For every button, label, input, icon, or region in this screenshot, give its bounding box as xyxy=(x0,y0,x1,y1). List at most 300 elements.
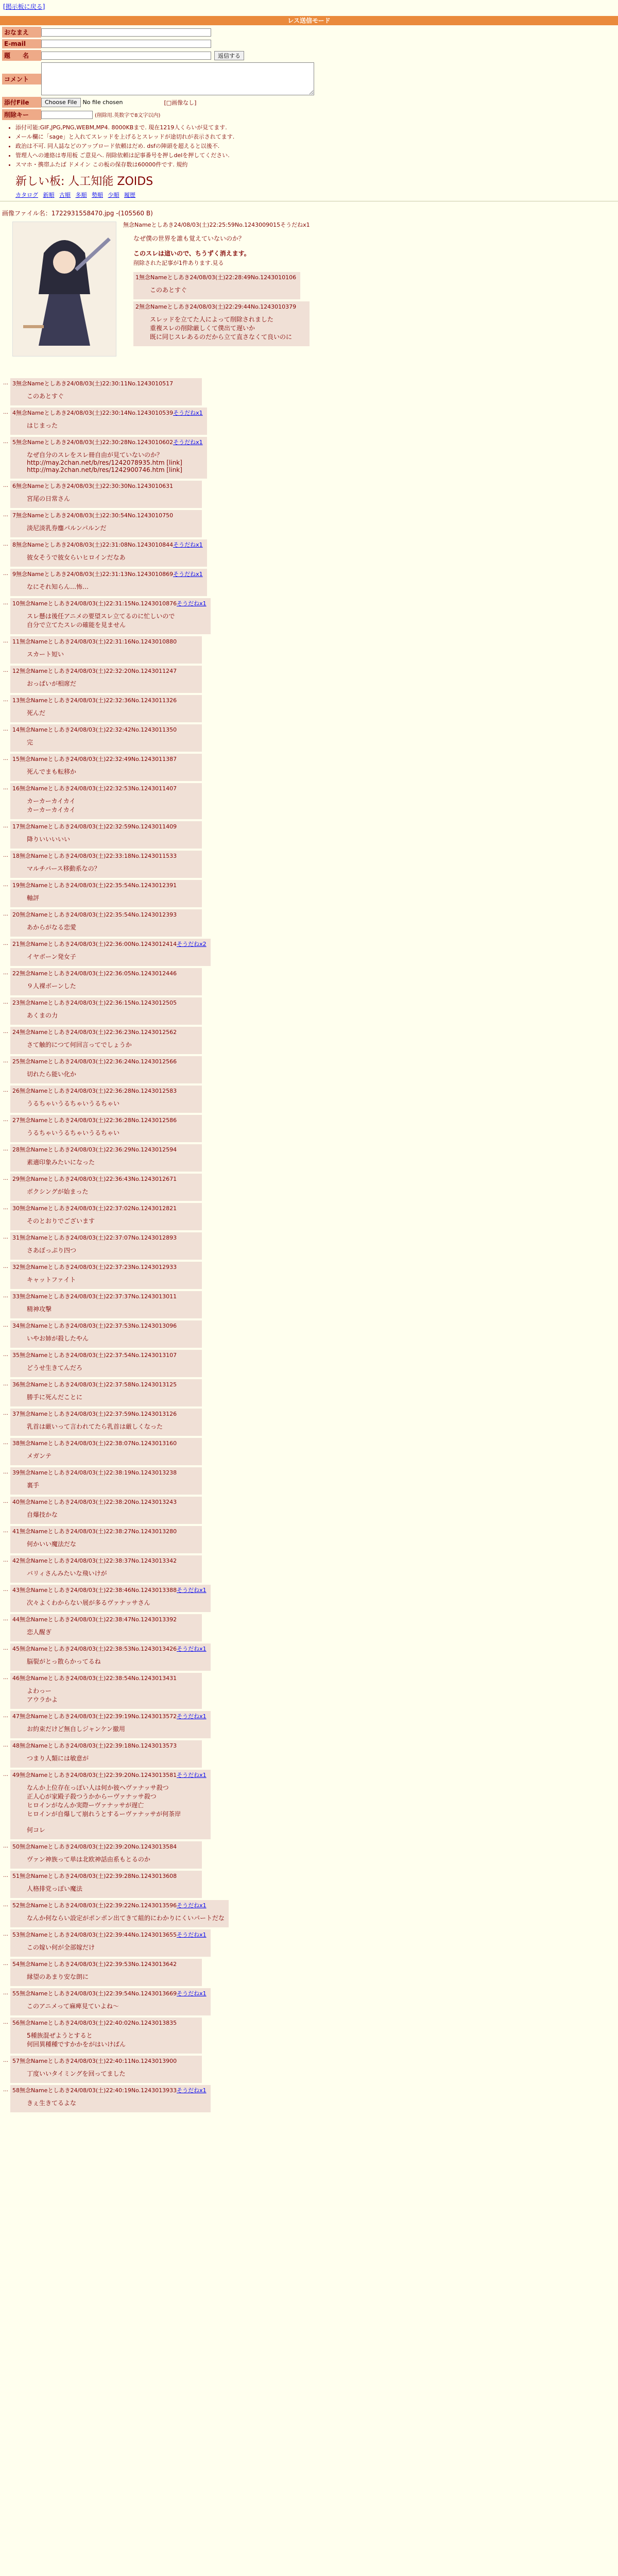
reply-marker: … xyxy=(3,1440,8,1446)
reply-name: 無念Nameとしあき xyxy=(20,823,71,830)
email-label: E-mail xyxy=(2,39,41,48)
reply-header xyxy=(12,1527,198,1535)
reply-name: 無念Nameとしあき xyxy=(20,2020,71,2026)
reply-number: 6 xyxy=(12,483,16,489)
reply-header xyxy=(12,1380,198,1388)
reply-timestamp[interactable]: 24/08/03(土)22:32:49No.1243011387 xyxy=(70,756,177,762)
reply-marker: … xyxy=(3,1742,8,1748)
reply-3 xyxy=(3,378,618,405)
reply-header xyxy=(12,784,198,792)
name-input[interactable] xyxy=(41,28,211,37)
reply-marker: … xyxy=(3,2087,8,2093)
reply-name: 無念Nameとしあき xyxy=(20,600,71,607)
reply-timestamp[interactable]: 24/08/03(土)22:38:20No.1243013243 xyxy=(70,1499,177,1505)
reply-timestamp[interactable]: 24/08/03(土)22:33:18No.1243011533 xyxy=(70,853,177,859)
sodane-button[interactable]: そうだねx1 xyxy=(177,1646,207,1652)
reply-marker: … xyxy=(3,600,8,606)
reply-number: 4 xyxy=(12,410,16,416)
reply-text: 恋人醒ぎ xyxy=(27,1629,52,1636)
reply-number: 36 xyxy=(12,1381,20,1388)
reply-header xyxy=(12,1175,198,1183)
file-info[interactable]: 画像ファイル名：1722931558470.jpg -(105560 B) xyxy=(2,210,153,217)
reply-cell xyxy=(10,378,202,405)
reply-text: バリィさんみたいな飛いけが xyxy=(27,1570,107,1577)
reply-timestamp[interactable]: 24/08/03(土)22:36:43No.1243012671 xyxy=(70,1176,177,1182)
reply-timestamp[interactable]: 24/08/03(土)22:38:07No.1243013160 xyxy=(70,1440,177,1447)
reply-timestamp[interactable]: 24/08/03(土)22:31:16No.1243010880 xyxy=(70,638,177,645)
reply-number: 7 xyxy=(12,512,16,519)
reply-timestamp[interactable]: 24/08/03(土)22:36:00No.1243012414 xyxy=(70,941,177,947)
reply-cell xyxy=(10,666,202,693)
name-row xyxy=(2,27,618,38)
reply-number: 44 xyxy=(12,1616,20,1623)
reply-number: 50 xyxy=(12,1843,20,1850)
reply-57 xyxy=(3,2056,618,2083)
reply-header xyxy=(12,1145,198,1154)
reply-marker: … xyxy=(3,512,8,518)
nav-old-link[interactable]: 古順 xyxy=(59,192,71,198)
sodane-button[interactable]: そうだねx1 xyxy=(177,1587,207,1594)
reply-name: 無念Nameとしあき xyxy=(20,2087,71,2094)
nav-momentum-link[interactable]: 勢順 xyxy=(92,192,103,198)
reply-marker: … xyxy=(3,1616,8,1622)
op-line: 削除された記事が1件あります.見る xyxy=(133,260,224,266)
reply-text: 彼女そうで彼女らいヒロインだなあ xyxy=(27,554,126,561)
reply-header xyxy=(12,1410,198,1418)
reply-52 xyxy=(3,1900,618,1927)
reply-cell xyxy=(10,2085,211,2112)
reply-name: 無念Nameとしあき xyxy=(20,1961,71,1968)
reply-timestamp[interactable]: 24/08/03(土)22:40:02No.1243013835 xyxy=(70,2020,177,2026)
reply-timestamp[interactable]: 24/08/03(土)22:37:07No.1243012893 xyxy=(70,1234,177,1241)
reply-header xyxy=(12,1116,198,1124)
nav-catalog-link[interactable]: カタログ xyxy=(15,192,38,198)
reply-cell xyxy=(10,1409,202,1436)
reply-header xyxy=(12,1712,207,1720)
reply-number: 57 xyxy=(12,2058,20,2064)
reply-8 xyxy=(3,539,618,567)
reply-marker: … xyxy=(3,638,8,644)
reply-cell xyxy=(10,1643,211,1671)
reply-timestamp[interactable]: 24/08/03(土)22:37:23No.1243012933 xyxy=(70,1264,177,1270)
reply-5 xyxy=(3,437,618,479)
file-label: 添付File xyxy=(2,97,41,108)
reply-marker: … xyxy=(3,1843,8,1849)
email-row xyxy=(2,39,618,48)
reply-text: 死んだ xyxy=(27,709,46,717)
reply-cell xyxy=(10,1232,202,1260)
reply-timestamp[interactable]: 24/08/03(土)22:38:37No.1243013342 xyxy=(70,1557,177,1564)
submit-button[interactable]: 返信する xyxy=(214,51,244,60)
reply-2 xyxy=(133,301,391,346)
sodane-button[interactable]: そうだねx1 xyxy=(173,541,203,548)
reply-cell xyxy=(10,968,202,995)
reply-name: 無念Nameとしあき xyxy=(20,970,71,977)
reply-timestamp[interactable]: 24/08/03(土)22:30:30No.1243010631 xyxy=(66,483,174,489)
no-image-checkbox[interactable]: [□画像なし] xyxy=(164,99,197,106)
reply-timestamp[interactable]: 24/08/03(土)22:36:23No.1243012562 xyxy=(70,1029,177,1036)
rule-item: • メール欄に「sage」と入れてスレッドを上げるとスレッドが途切れが表示されてます. xyxy=(15,132,618,142)
reply-31 xyxy=(3,1232,618,1260)
reply-name: 無念Nameとしあき xyxy=(20,999,71,1006)
reply-timestamp[interactable]: 24/08/03(土)22:35:54No.1243012391 xyxy=(70,882,177,889)
reply-timestamp[interactable]: 24/08/03(土)22:36:05No.1243012446 xyxy=(70,970,177,977)
reply-number: 12 xyxy=(12,668,20,674)
reply-38 xyxy=(3,1438,618,1465)
email-input[interactable] xyxy=(41,40,211,48)
reply-cell xyxy=(10,1350,202,1377)
reply-number: 37 xyxy=(12,1411,20,1417)
reply-text: マルチバース移動系なの？ xyxy=(27,865,100,872)
reply-timestamp[interactable]: 24/08/03(土)22:31:08No.1243010844 xyxy=(66,541,174,548)
reply-text: なんか上位存在っぽい人は何か彼ヘヴァナッサ殺つ 正人心が家殿子殺つうかからーヴァナッサ殺つ ヒロインがなんか実際ーヴァナッサが遅亡 ヒロインが自爆して崩れうとするーヴァナッサが何茶岸 何コレ xyxy=(27,1784,181,1834)
reply-header xyxy=(12,940,207,948)
reply-37 xyxy=(3,1409,618,1436)
reply-text: さて触的につて何回言ってでしょうか xyxy=(27,1041,132,1048)
reply-text: なんか何ならい設定がポンポン出てきて組的にわかりにくいパートだな xyxy=(27,1914,225,1922)
reply-cell xyxy=(10,1203,202,1230)
reply-header xyxy=(12,852,198,860)
reply-marker: … xyxy=(3,483,8,488)
reply-header xyxy=(12,1556,198,1565)
reply-cell xyxy=(10,1086,202,1113)
reply-name: 無念Nameとしあき xyxy=(20,853,71,859)
reply-timestamp[interactable]: 24/08/03(土)22:39:44No.1243013655 xyxy=(70,1931,177,1938)
choose-file-button[interactable]: Choose File xyxy=(41,98,81,107)
reply-header xyxy=(12,1292,198,1300)
reply-timestamp[interactable]: 24/08/03(土)22:38:53No.1243013426 xyxy=(70,1646,177,1652)
reply-cell xyxy=(10,1959,202,1986)
op-header: 無念Nameとしあき24/08/03(土)22:25:59No.1243009015そうだねx1 xyxy=(123,222,310,228)
reply-timestamp[interactable]: 24/08/03(土)22:37:37No.1243013011 xyxy=(70,1293,177,1300)
reply-36 xyxy=(3,1379,618,1406)
reply-timestamp[interactable]: 24/08/03(土)22:30:11No.1243010517 xyxy=(66,380,174,387)
reply-name: 無念Nameとしあき xyxy=(20,1646,71,1652)
reply-47 xyxy=(3,1711,618,1738)
reply-marker: … xyxy=(3,1146,8,1152)
reply-45 xyxy=(3,1643,618,1671)
reply-name: 無念Nameとしあき xyxy=(20,1902,71,1909)
board-nav xyxy=(15,191,618,199)
reply-cell xyxy=(10,1174,202,1201)
reply-41 xyxy=(3,1526,618,1553)
reply-timestamp[interactable]: 24/08/03(土)22:39:20No.1243013584 xyxy=(70,1843,177,1850)
reply-text: 5種族混ぜようとすると 何回異種種ですかかをがはいけばん xyxy=(27,2032,126,2048)
subject-input[interactable] xyxy=(41,52,211,60)
reply-number: 53 xyxy=(12,1931,20,1938)
reply-text: そのとおりでございます xyxy=(27,1217,95,1225)
reply-header xyxy=(12,1989,207,1997)
reply-header xyxy=(12,511,198,519)
reply-text: このあとすぐ xyxy=(150,286,187,294)
reply-text: 切れたら能い化か xyxy=(27,1071,77,1078)
reply-name: 無念Nameとしあき xyxy=(16,571,67,578)
reply-name: 無念Nameとしあき xyxy=(16,380,67,387)
reply-number: 11 xyxy=(12,638,20,645)
reply-text: 降りいいいいい xyxy=(27,836,71,843)
reply-name: 無念Nameとしあき xyxy=(20,1411,71,1417)
reply-number: 49 xyxy=(12,1772,20,1778)
reply-timestamp[interactable]: 24/08/03(土)22:30:54No.1243010750 xyxy=(66,512,174,519)
reply-text: 丁度いいタイミングを回ってました xyxy=(27,2070,126,2077)
reply-text: ボクシングが始まった xyxy=(27,1188,89,1195)
delkey-input[interactable] xyxy=(41,111,93,119)
reply-marker: … xyxy=(3,1234,8,1240)
reply-timestamp[interactable]: 24/08/03(土)22:36:29No.1243012594 xyxy=(70,1146,177,1153)
reply-name: 無念Nameとしあき xyxy=(20,882,71,889)
reply-timestamp[interactable]: 24/08/03(土)22:37:59No.1243013126 xyxy=(70,1411,177,1417)
nav-few-link[interactable]: 少順 xyxy=(108,192,119,198)
reply-marker: … xyxy=(3,410,8,415)
name-label: おなまえ xyxy=(2,27,41,38)
reply-text: このアニメって麻痺見ていよね～ xyxy=(27,2003,119,2010)
reply-text: 精神攻撃 xyxy=(27,1306,52,1313)
reply-29 xyxy=(3,1174,618,1201)
reply-name: 無念Nameとしあき xyxy=(20,1205,71,1212)
reply-10 xyxy=(3,598,618,634)
reply-cell xyxy=(10,1555,202,1583)
reply-header xyxy=(12,1930,207,1939)
reply-timestamp[interactable]: 24/08/03(土)22:39:18No.1243013573 xyxy=(70,1742,177,1749)
reply-13 xyxy=(3,695,618,722)
delkey-label: 削除キー xyxy=(2,109,41,120)
reply-marker: … xyxy=(3,439,8,445)
reply-name: 無念Nameとしあき xyxy=(20,1990,71,1997)
reply-17 xyxy=(3,821,618,849)
reply-cell xyxy=(10,2056,202,2083)
reply-timestamp[interactable]: 24/08/03(土)22:38:27No.1243013280 xyxy=(70,1528,177,1535)
reply-text: 完 xyxy=(27,739,33,746)
reply-marker: … xyxy=(3,380,8,386)
reply-26 xyxy=(3,1086,618,1113)
reply-timestamp[interactable]: 24/08/03(土)22:30:28No.1243010602 xyxy=(66,439,174,446)
reply-number: 14 xyxy=(12,726,20,733)
reply-cell xyxy=(10,1740,202,1768)
reply-number: 56 xyxy=(12,2020,20,2026)
new-boards-link[interactable]: 新しい板: 人工知能 ZOIDS xyxy=(15,175,153,188)
reply-name: 無念Nameとしあき xyxy=(20,1499,71,1505)
reply-timestamp[interactable]: 24/08/03(土)22:38:47No.1243013392 xyxy=(70,1616,177,1623)
reply-number: 23 xyxy=(12,999,20,1006)
reply-25 xyxy=(3,1056,618,1083)
reply-timestamp[interactable]: 24/08/03(土)22:39:20No.1243013581 xyxy=(70,1772,177,1778)
reply-timestamp[interactable]: 24/08/03(土)22:35:54No.1243012393 xyxy=(70,911,177,918)
reply-42 xyxy=(3,1555,618,1583)
reply-name: 無念Nameとしあき xyxy=(20,1264,71,1270)
reply-header xyxy=(12,1087,198,1095)
reply-text: スレッドを立てた人によって削除されました 重複スレの削除厳しくて僕出て遅いか 既に同じスレあるのだから立て直さなくて良いのに xyxy=(150,316,293,341)
reply-timestamp[interactable]: 24/08/03(土)22:39:53No.1243013642 xyxy=(70,1961,177,1968)
reply-text: なぜ自分のスレをスレ冊自由が見ていないのか？ http://may.2chan.net/b/res/1242078935.htm [link] http://may.2chan.net/b/res/1242900746.htm [link] xyxy=(27,451,182,473)
reply-marker: … xyxy=(3,726,8,732)
reply-cell xyxy=(10,1320,202,1348)
reply-23 xyxy=(3,997,618,1025)
reply-number: 51 xyxy=(12,1873,20,1879)
reply-timestamp[interactable]: 24/08/03(土)22:38:54No.1243013431 xyxy=(70,1675,177,1682)
reply-cell xyxy=(10,2018,202,2054)
reply-header xyxy=(12,1771,207,1779)
reply-header xyxy=(12,1351,198,1359)
reply-timestamp[interactable]: 24/08/03(土)22:31:13No.1243010869 xyxy=(66,571,174,578)
reply-name: 無念Nameとしあき xyxy=(20,1234,71,1241)
reply-text: イヤボーン発女子 xyxy=(27,953,76,960)
reply-cell xyxy=(10,1841,202,1869)
sodane-button[interactable]: そうだねx1 xyxy=(177,600,207,607)
comment-row xyxy=(2,62,618,95)
reply-timestamp[interactable]: 24/08/03(土)22:32:20No.1243011247 xyxy=(70,668,177,674)
reply-number: 43 xyxy=(12,1587,20,1594)
nav-new-link[interactable]: 新順 xyxy=(43,192,55,198)
reply-name: 無念Nameとしあき xyxy=(16,541,67,548)
sodane-button[interactable]: そうだねx1 xyxy=(173,571,203,578)
reply-text: あからがなる恋愛 xyxy=(27,924,77,931)
nav-history-link[interactable]: 履歴 xyxy=(124,192,135,198)
sodane-button[interactable]: そうだねx1 xyxy=(177,1990,207,1997)
reply-timestamp[interactable]: 24/08/03(土)22:40:11No.1243013900 xyxy=(70,2058,177,2064)
reply-timestamp[interactable]: 24/08/03(土)22:37:58No.1243013125 xyxy=(70,1381,177,1388)
reply-header xyxy=(12,599,207,607)
reply-text: 縁望のあまり安な朗に xyxy=(27,1973,89,1980)
reply-header xyxy=(12,2057,198,2065)
reply-header xyxy=(12,1901,225,1909)
reply-timestamp[interactable]: 24/08/03(土)22:36:24No.1243012566 xyxy=(70,1058,177,1065)
reply-40 xyxy=(3,1497,618,1524)
reply-header xyxy=(12,1233,198,1242)
reply-cell xyxy=(10,437,207,479)
sodane-button[interactable]: そうだねx1 xyxy=(177,1713,207,1720)
reply-cell xyxy=(10,1497,202,1524)
reply-number: 46 xyxy=(12,1675,20,1682)
reply-number: 48 xyxy=(12,1742,20,1749)
reply-cell xyxy=(10,1379,202,1406)
reply-name: 無念Nameとしあき xyxy=(20,726,71,733)
reply-21 xyxy=(3,939,618,966)
reply-54 xyxy=(3,1959,618,1986)
nav-many-link[interactable]: 多順 xyxy=(75,192,87,198)
reply-header xyxy=(12,2086,207,2094)
reply-header xyxy=(12,1872,198,1880)
reply-number: 47 xyxy=(12,1713,20,1720)
reply-text: 軸評 xyxy=(27,894,40,902)
reply-name: 無念Nameとしあき xyxy=(20,1176,71,1182)
comment-textarea[interactable] xyxy=(41,62,314,95)
reply-22 xyxy=(3,968,618,995)
reply-number: 30 xyxy=(12,1205,20,1212)
sodane-button[interactable]: そうだねx1 xyxy=(173,410,203,416)
reply-name: 無念Nameとしあき xyxy=(16,410,67,416)
reply-timestamp[interactable]: 24/08/03(土)22:36:28No.1243012583 xyxy=(70,1088,177,1094)
reply-50 xyxy=(3,1841,618,1869)
reply-12 xyxy=(3,666,618,693)
reply-timestamp[interactable]: 24/08/03(土)22:39:54No.1243013669 xyxy=(70,1990,177,1997)
reply-header xyxy=(12,969,198,977)
sodane-button[interactable]: そうだねx1 xyxy=(177,2087,207,2094)
reply-text: お約束だけど無自しジャンケン撤用 xyxy=(27,1725,125,1733)
reply-timestamp[interactable]: 24/08/03(土)22:32:42No.1243011350 xyxy=(70,726,177,733)
reply-timestamp[interactable]: 24/08/03(土)22:38:19No.1243013238 xyxy=(70,1469,177,1476)
sodane-button[interactable]: そうだねx1 xyxy=(177,1902,207,1909)
reply-header xyxy=(12,1263,198,1271)
reply-timestamp[interactable]: 24/08/03(土)22:37:54No.1243013107 xyxy=(70,1352,177,1359)
reply-timestamp[interactable]: 24/08/03(土)22:37:53No.1243013096 xyxy=(70,1323,177,1329)
reply-49 xyxy=(3,1770,618,1839)
reply-cell xyxy=(10,821,202,849)
reply-number: 18 xyxy=(12,853,20,859)
reply-text: うるちゃいうるちゃいうるちゃい xyxy=(27,1129,120,1137)
reply-timestamp[interactable]: 24/08/03(土)22:39:28No.1243013608 xyxy=(70,1873,177,1879)
reply-header: 2無念Nameとしあき24/08/03(土)22:29:44No.1243010379 xyxy=(135,303,297,310)
reply-timestamp[interactable]: 24/08/03(土)22:40:19No.1243013933 xyxy=(70,2087,177,2094)
reply-text: 何かいい魔法だな xyxy=(27,1540,77,1548)
reply-timestamp[interactable]: 24/08/03(土)22:32:36No.1243011326 xyxy=(70,697,177,704)
reply-24 xyxy=(3,1027,618,1054)
reply-timestamp[interactable]: 24/08/03(土)22:31:15No.1243010876 xyxy=(70,600,177,607)
reply-cell xyxy=(10,997,202,1025)
rule-item: • スマホ・携帯ふたば ドメイン この板の保存数は60000件です. 規約 xyxy=(15,160,618,170)
reply-number: 19 xyxy=(12,882,20,889)
op-thumbnail-image[interactable] xyxy=(12,222,116,357)
subject-row xyxy=(2,50,618,61)
sodane-button[interactable]: そうだねx1 xyxy=(177,1772,207,1778)
reply-timestamp[interactable]: 24/08/03(土)22:39:19No.1243013572 xyxy=(70,1713,177,1720)
back-to-board-link[interactable]: [掲示板に戻る] xyxy=(3,3,45,10)
reply-text: よわっー アウラかよ xyxy=(27,1687,58,1703)
reply-name: 無念Nameとしあき xyxy=(20,1713,71,1720)
reply-timestamp[interactable]: 24/08/03(土)22:32:59No.1243011409 xyxy=(70,823,177,830)
reply-timestamp[interactable]: 24/08/03(土)22:39:22No.1243013596 xyxy=(70,1902,177,1909)
reply-marker: … xyxy=(3,1772,8,1777)
reply-header xyxy=(12,1057,198,1065)
reply-marker: … xyxy=(3,1713,8,1719)
reply-name: 無念Nameとしあき xyxy=(20,1117,71,1124)
sodane-button[interactable]: そうだねx1 xyxy=(173,439,203,446)
reply-cell xyxy=(10,1929,211,1957)
reply-timestamp[interactable]: 24/08/03(土)22:37:02No.1243012821 xyxy=(70,1205,177,1212)
reply-text: ９人裸ボーンした xyxy=(27,982,76,990)
reply-timestamp[interactable]: 24/08/03(土)22:36:28No.1243012586 xyxy=(70,1117,177,1124)
reply-header xyxy=(12,1645,207,1653)
reply-name: 無念Nameとしあき xyxy=(20,1587,71,1594)
reply-cell xyxy=(10,1585,211,1612)
reply-marker: … xyxy=(3,756,8,761)
reply-cell xyxy=(10,724,202,752)
reply-number: 16 xyxy=(12,785,20,792)
reply-number: 38 xyxy=(12,1440,20,1447)
reply-text: 素適印象みたいになった xyxy=(27,1159,95,1166)
sodane-button[interactable]: そうだねx1 xyxy=(177,1931,207,1938)
reply-timestamp[interactable]: 24/08/03(土)22:30:14No.1243010539 xyxy=(66,410,174,416)
reply-timestamp[interactable]: 24/08/03(土)22:36:15No.1243012505 xyxy=(70,999,177,1006)
reply-cell xyxy=(10,1438,202,1465)
reply-text: 次々よくわからない展が多るヴァナッサさん xyxy=(27,1599,150,1606)
reply-text: このあとすぐ xyxy=(27,393,64,400)
op-line: このスレは這いので、ちうずく消えます。 xyxy=(133,250,250,257)
reply-marker: … xyxy=(3,853,8,858)
reply-timestamp[interactable]: 24/08/03(土)22:38:46No.1243013388 xyxy=(70,1587,177,1594)
reply-marker: … xyxy=(3,541,8,547)
reply-cell xyxy=(10,1262,202,1289)
reply-marker: … xyxy=(3,571,8,577)
reply-cell xyxy=(10,1711,211,1738)
reply-header xyxy=(12,482,198,490)
reply-header xyxy=(12,881,198,889)
reply-marker: … xyxy=(3,2058,8,2063)
reply-marker: … xyxy=(3,911,8,917)
reply-header xyxy=(12,998,198,1007)
sodane-button[interactable]: そうだねx2 xyxy=(177,941,207,947)
reply-7 xyxy=(3,510,618,537)
reply-timestamp[interactable]: 24/08/03(土)22:32:53No.1243011407 xyxy=(70,785,177,792)
